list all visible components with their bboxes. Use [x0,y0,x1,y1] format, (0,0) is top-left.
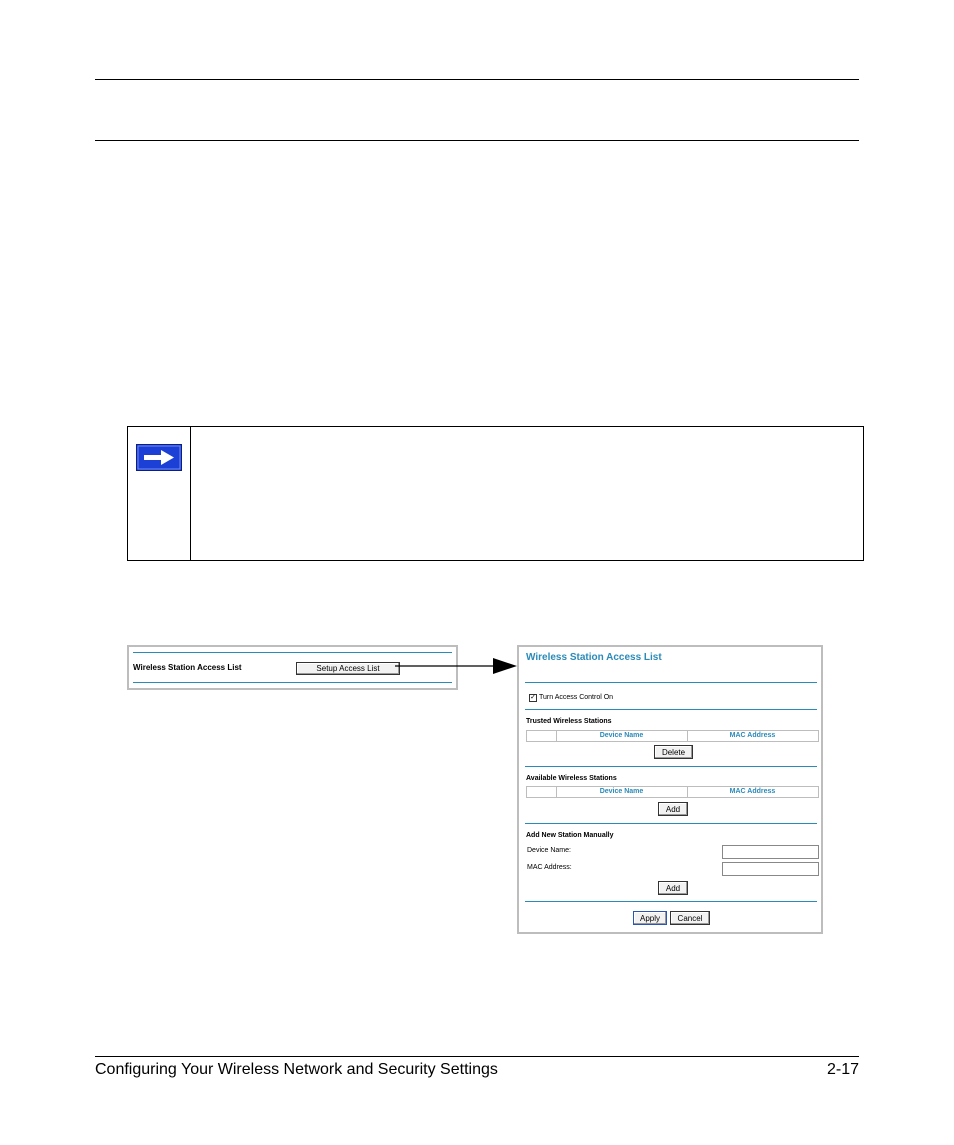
access-control-checkbox[interactable]: ✓ [530,694,536,701]
section-rule-3 [525,823,817,824]
cancel-button[interactable]: Cancel [670,911,710,925]
column-device-name: Device Name [599,732,644,739]
mac-address-input[interactable] [722,862,819,876]
available-stations-table [526,786,819,798]
manual-station-heading: Add New Station Manually [526,832,614,839]
delete-button[interactable]: Delete [654,745,693,759]
device-name-input[interactable] [722,845,819,859]
footer-chapter-title: Configuring Your Wireless Network and Security Settings [95,1061,498,1078]
panel-rule-bottom [133,682,452,683]
column-device-name: Device Name [599,788,644,795]
access-control-label: Turn Access Control On [539,694,614,701]
access-list-label: Wireless Station Access List [133,663,242,672]
add-available-button[interactable]: Add [658,802,688,816]
mac-address-label: MAC Address: [527,864,572,871]
panel-rule-top [133,652,452,653]
section-rule-4 [525,901,817,902]
right-arrow-icon [136,444,182,471]
available-stations-heading: Available Wireless Stations [526,775,617,782]
device-name-label: Device Name: [527,847,571,854]
window-title: Wireless Station Access List [526,652,662,663]
access-list-window [517,645,823,934]
footer-rule [95,1056,859,1057]
add-manual-button[interactable]: Add [658,881,688,895]
apply-button[interactable]: Apply [633,911,667,925]
header-rule-top [95,79,859,80]
footer-page-number: 2-17 [826,1061,859,1078]
column-mac-address: MAC Address [729,732,776,739]
section-rule-2 [525,766,817,767]
trusted-stations-table [526,730,819,742]
title-rule [525,682,817,683]
column-mac-address: MAC Address [729,788,776,795]
section-rule-1 [525,709,817,710]
trusted-stations-heading: Trusted Wireless Stations [526,718,612,725]
header-rule-bottom [95,140,859,141]
setup-access-list-button[interactable]: Setup Access List [296,662,400,675]
connector-arrow [395,655,520,679]
note-box [127,426,864,561]
note-divider [190,427,191,560]
